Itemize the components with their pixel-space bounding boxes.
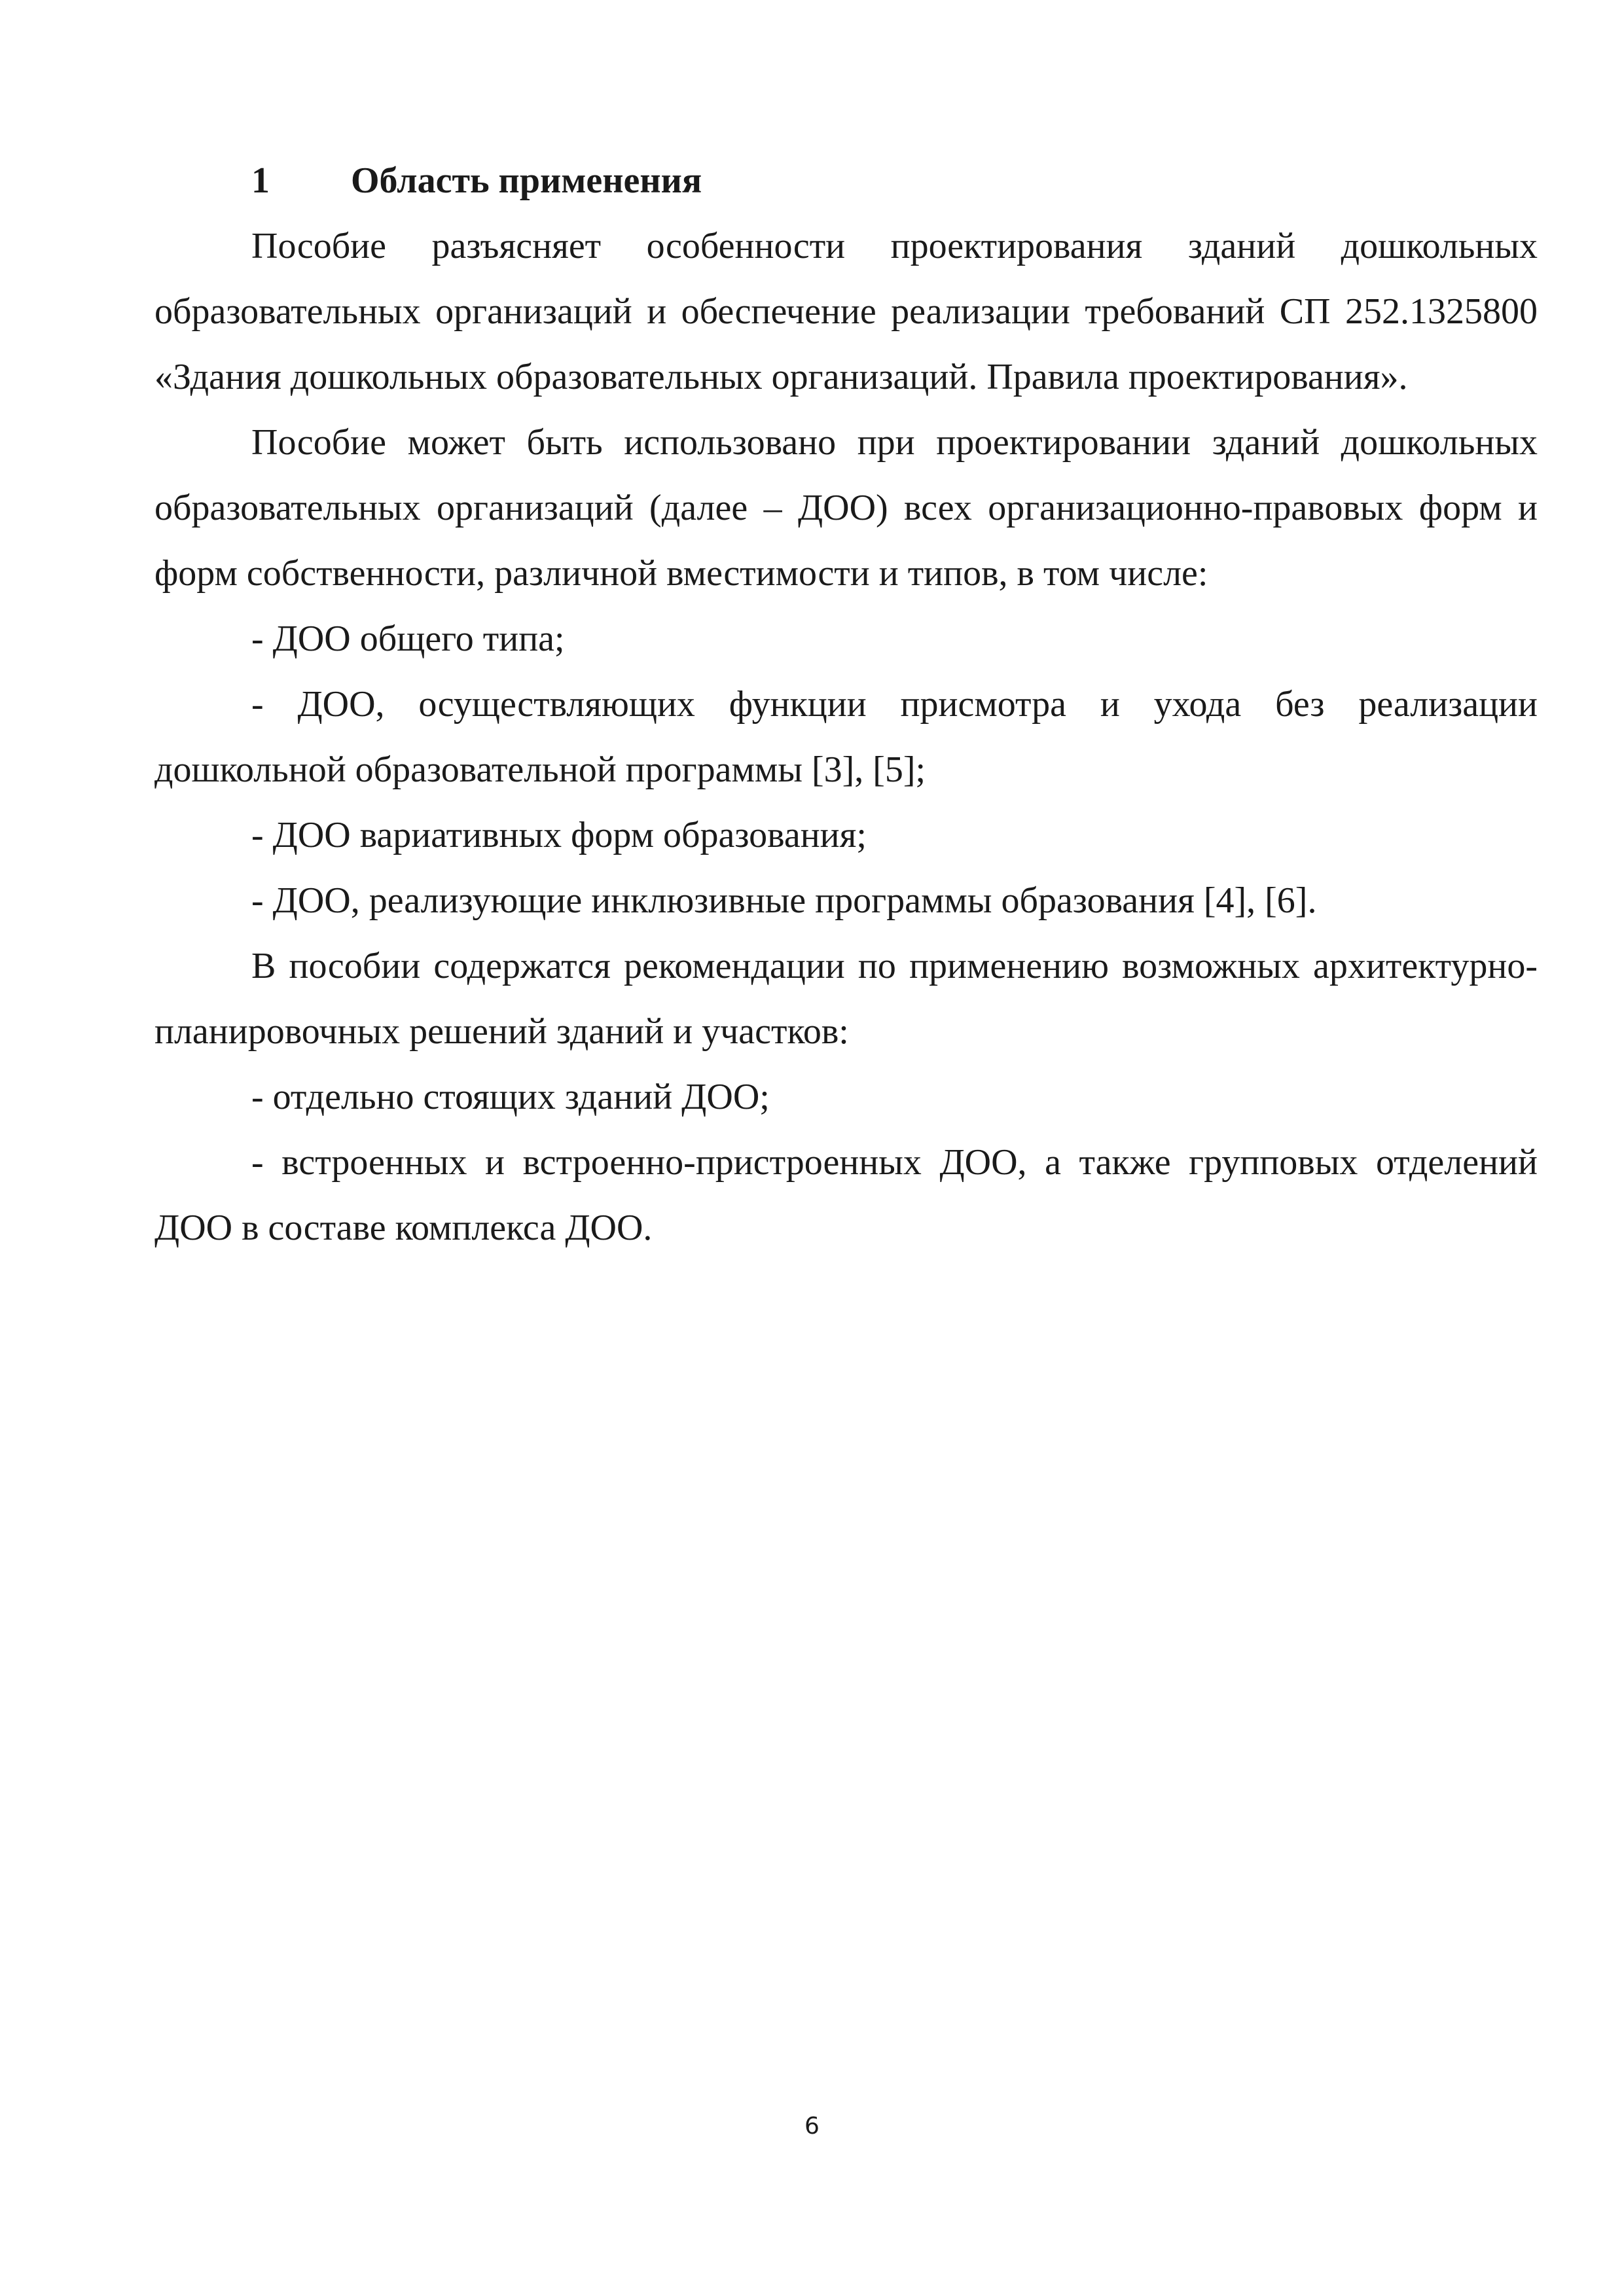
section-number: 1 — [251, 160, 270, 201]
paragraph-purpose: Пособие разъясняет особенности проектирования зданий дошкольных образовательных организаций и обеспечение реализации требований СП 252.1325800 «Здания дошкольных образовательных организаций. Правила проектирования». — [154, 226, 1538, 397]
list-item: - встроенных и встроенно-пристроенных ДОО, а также групповых отделений ДОО в составе комплекса ДОО. — [154, 1142, 1538, 1248]
page-number: 6 — [804, 2113, 820, 2140]
list-item: - ДОО вариативных форм образования; — [251, 815, 867, 855]
paragraph-applicability: Пособие может быть использовано при проектировании зданий дошкольных образовательных организаций (далее – ДОО) всех организационно-правовых форм и форм собственности, различной вместимости и типов, в том числе: — [154, 422, 1538, 594]
paragraph-recommendations: В пособии содержатся рекомендации по применению возможных архитектурно-планировочных решений зданий и участков: — [154, 946, 1538, 1052]
section-title: Область применения — [351, 160, 702, 201]
list-item: - ДОО, реализующие инклюзивные программы образования [4], [6]. — [251, 880, 1317, 921]
list-item: - ДОО общего типа; — [251, 619, 565, 659]
section-heading — [251, 148, 1538, 213]
list-item: - отдельно стоящих зданий ДОО; — [251, 1077, 770, 1117]
list-item: - ДОО, осуществляющих функции присмотра и ухода без реализации дошкольной образовательной программы [3], [5]; — [154, 684, 1538, 790]
page-content — [154, 148, 1538, 1261]
